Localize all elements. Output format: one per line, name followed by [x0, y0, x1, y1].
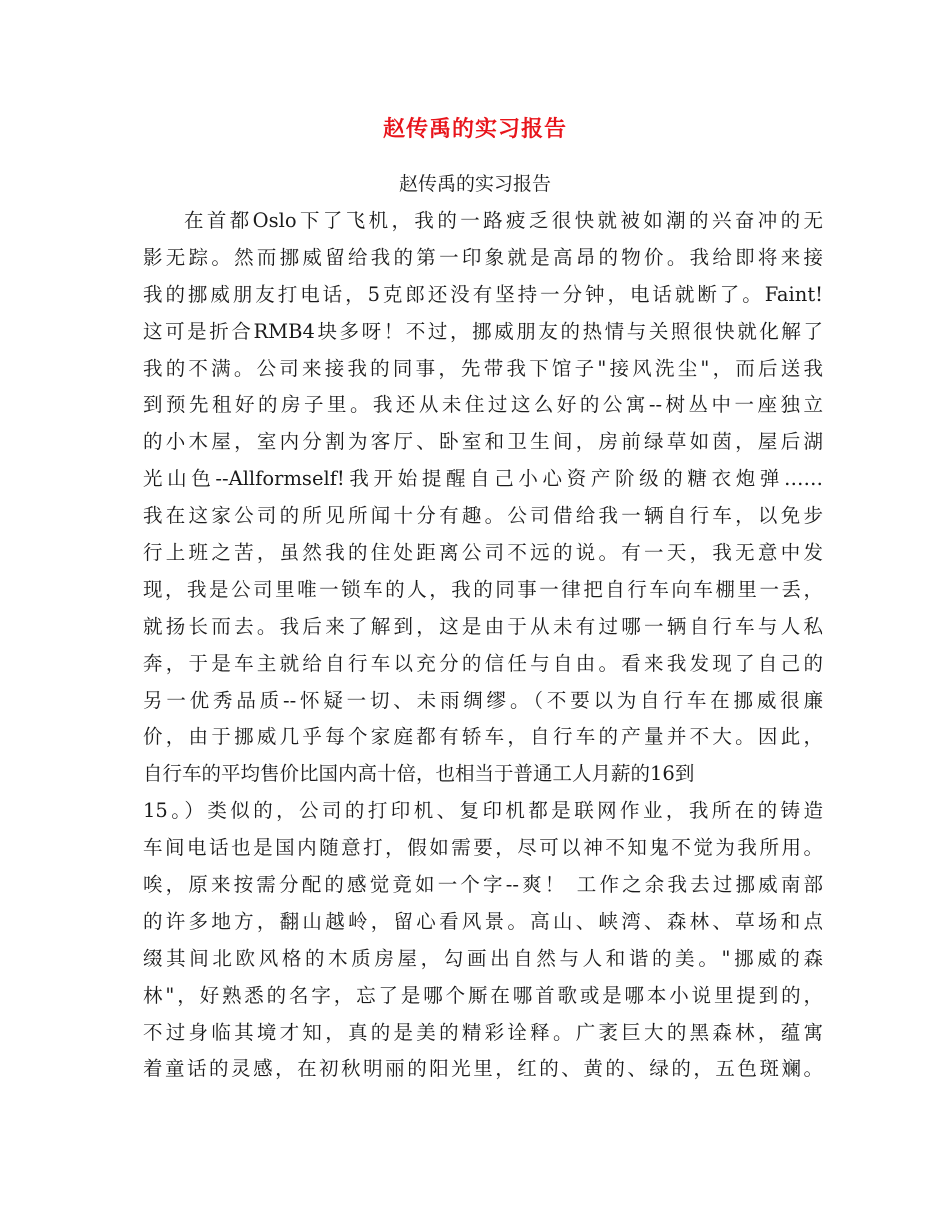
- body-line: 不过身临其境才知，真的是美的精彩诠释。广袤巨大的黑森林，蕴寓: [143, 1020, 823, 1044]
- body-line: 15。）类似的，公司的打印机、复印机都是联网作业，我所在的铸造: [143, 799, 823, 823]
- body-line: 就扬长而去。我后来了解到，这是由于从未有过哪一辆自行车与人私: [143, 614, 823, 638]
- body-line: 现，我是公司里唯一锁车的人，我的同事一律把自行车向车棚里一丢，: [143, 577, 823, 601]
- body-line: 的小木屋，室内分割为客厅、卧室和卫生间，房前绿草如茵，屋后湖: [143, 430, 823, 454]
- document-subtitle: 赵传禹的实习报告: [398, 173, 551, 195]
- body-line: 林"，好熟悉的名字，忘了是哪个厮在哪首歌或是哪本小说里提到的，: [143, 983, 823, 1007]
- body-line: 行上班之苦，虽然我的住处距离公司不远的说。有一天，我无意中发: [143, 541, 823, 565]
- body-line: 我在这家公司的所见所闻十分有趣。公司借给我一辆自行车，以免步: [143, 504, 823, 528]
- body-line: 影无踪。然而挪威留给我的第一印象就是高昂的物价。我给即将来接: [143, 245, 823, 269]
- body-line: 奔，于是车主就给自行车以充分的信任与自由。看来我发现了自己的: [143, 651, 823, 675]
- body-line: 我的不满。公司来接我的同事，先带我下馆子"接风洗尘"，而后送我: [143, 356, 823, 380]
- body-line: 另一优秀品质--怀疑一切、未雨绸缪。（不要以为自行车在挪威很廉: [143, 688, 823, 712]
- body-line: 我的挪威朋友打电话，5克郎还没有坚持一分钟，电话就断了。Faint!: [143, 282, 823, 306]
- body-line: 这可是折合RMB4块多呀！不过，挪威朋友的热情与关照很快就化解了: [143, 319, 823, 343]
- body-line: 自行车的平均售价比国内高十倍，也相当于普通工人月薪的16到: [143, 762, 695, 786]
- body-line: 缀其间北欧风格的木质房屋，勾画出自然与人和谐的美。"挪威的森: [143, 946, 823, 970]
- body-line: 唉，原来按需分配的感觉竟如一个字--爽！ 工作之余我去过挪威南部: [143, 873, 823, 897]
- body-line: 到预先租好的房子里。我还从未住过这么好的公寓--树丛中一座独立: [143, 393, 823, 417]
- body-line: 的许多地方，翻山越岭，留心看风景。高山、峡湾、森林、草场和点: [143, 909, 823, 933]
- body-line: 着童话的灵感，在初秋明丽的阳光里，红的、黄的、绿的，五色斑斓。: [143, 1057, 823, 1081]
- document-title: 赵传禹的实习报告: [382, 116, 567, 142]
- body-line: 车间电话也是国内随意打，假如需要，尽可以神不知鬼不觉为我所用。: [143, 836, 823, 860]
- body-line: 价，由于挪威几乎每个家庭都有轿车，自行车的产量并不大。因此，: [143, 725, 823, 749]
- report-body: [143, 203, 823, 1088]
- body-line: 在首都Oslo下了飞机，我的一路疲乏很快就被如潮的兴奋冲的无: [184, 209, 823, 232]
- body-line: 光山色--Allformself!我开始提醒自己小心资产阶级的糖衣炮弹……: [143, 467, 823, 491]
